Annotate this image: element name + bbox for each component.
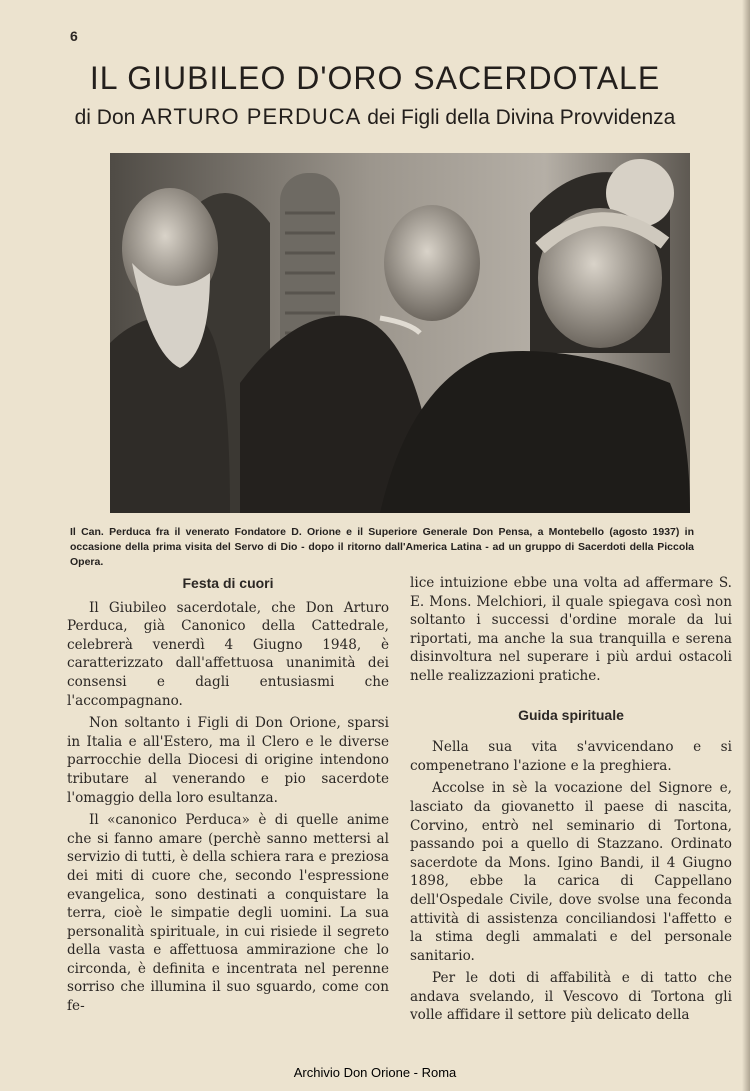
paragraph: Per le doti di affabilità e di tatto che andava svelando, il Vescovo di Tortona gli volle affidare il settore più delicato della — [410, 970, 732, 1024]
page-number: 6 — [70, 28, 78, 44]
page-edge — [742, 0, 750, 1091]
subtitle-prefix: di Don — [74, 106, 136, 129]
paragraph-continuation: lice intuizione ebbe una volta ad affermare S. E. Mons. Melchiori, il quale spiegava così non soltanto i successi d'ordine morale da lui riportati, ma anche la sua tranquilla e serena disinvoltura nel superare i più ardui ostacoli nelle realizzazioni pratiche. — [410, 575, 732, 684]
article-subtitle — [0, 104, 750, 130]
photo-caption: Il Can. Perduca fra il venerato Fondatore D. Orione e il Superiore Generale Don Pensa, a Montebello (agosto 1937) in occasione della prima visita del Servo di Dio - dopo il ritorno dall'America Latina - ad un gruppo di Sacerdoti della Piccola Opera. — [70, 526, 694, 568]
author-name: ARTURO PERDUCA — [141, 104, 362, 129]
paragraph: Il Giubileo sacerdotale, che Don Arturo Perduca, già Canonico della Cattedrale, celebrerà venerdì 4 Giugno 1948, è caratterizzato dall'affettuosa unanimità dei consensi e dagli entusiasmi che l'accompagnano. — [67, 599, 389, 709]
group-photo-illustration — [110, 153, 690, 513]
archive-footer: Archivio Don Orione - Roma — [293, 1065, 457, 1080]
paragraph: Accolse in sè la vocazione del Signore e, lasciato da giovanetto il paese di nascita, Corvino, entrò nel seminario di Tortona, passando poi a quello di Stazzano. Ordinato sacerdote da Mons. Igino Bandi, il 4 Giugno 1898, ebbe la carica di Cappellano dell'Ospedale Civile, dove svolse una feconda attività di assistenza conciliandosi l'affetto e la stima degli ammalati e del personale sanitario. — [410, 780, 732, 964]
right-column — [410, 574, 732, 1029]
section-heading-guida: Guida spirituale — [518, 706, 624, 723]
paragraph: Non soltanto i Figli di Don Orione, sparsi in Italia e all'Estero, ma il Clero e le diverse parrocchie della Diocesi di origine intendono tributare al venerando e pio sacerdote l'omaggio della loro esultanza. — [67, 715, 389, 806]
paragraph: Nella sua vita s'avvicendano e si compenetrano l'azione e la preghiera. — [410, 739, 732, 774]
section-heading-festa: Festa di cuori — [182, 575, 274, 591]
group-photo — [110, 153, 690, 513]
article-title: IL GIUBILEO D'ORO SACERDOTALE — [89, 60, 661, 96]
paragraph: Il «canonico Perduca» è di quelle anime che si fanno amare (perchè sanno mettersi al servizio di tutti, è della schiera rara e preziosa dei miti di cuore che, secondo l'espressione evangelica, sono destinati a conquistare la terra, cioè le simpatie degli uomini. La sua personalità spirituale, in cui risiede il segreto della vasta e affettuosa ammirazione che lo circonda, è definita e incentrata nel perenne sorriso che illumina il suo sguardo, come con fe- — [67, 812, 389, 1015]
left-column — [67, 574, 389, 1020]
subtitle-suffix: dei Figli della Divina Provvidenza — [367, 106, 676, 129]
